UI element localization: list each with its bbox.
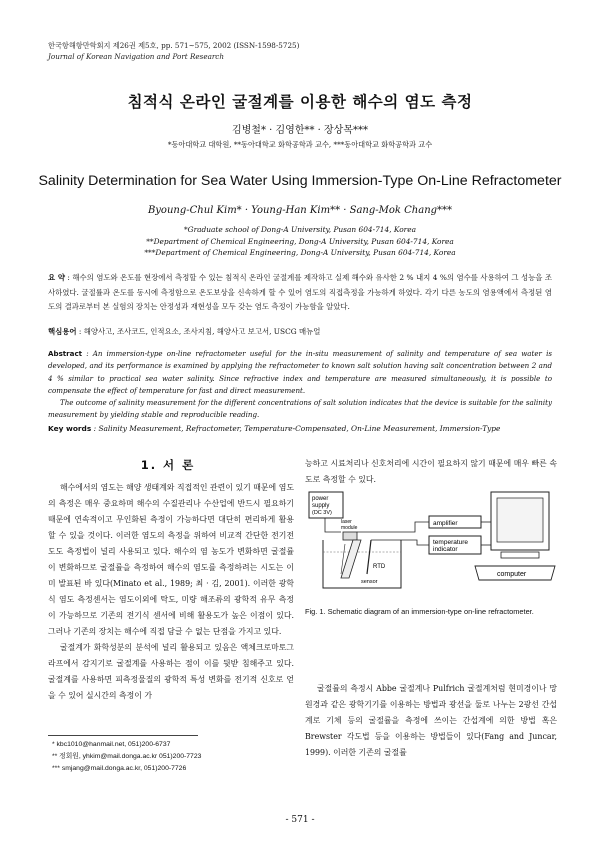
intro-paragraph-2: 굴절계가 화학성분의 분석에 널리 활용되고 있음은 액체크로마토그라프에서 감지기로 굴절계를 사용하는 점이 이를 뒷받 침해주고 있다. 굴절계를 사용하면 피측정물질의 광학적 특성 변화를 전기적 신호로 얻을 수 있어 실시간의 측정이 가 (48, 643, 294, 700)
rtd-rod (367, 540, 371, 574)
authors-english: Byoung-Chul Kim* · Young-Han Kim** · Sang-Mok Chang*** (147, 205, 453, 216)
footnote-3: *** smjang@mail.donga.ac.kr, 051)200-7726 (52, 765, 187, 772)
journal-en: Journal of Korean Navigation and Port Research (48, 52, 224, 61)
footnote-rule (48, 735, 198, 736)
footnote-1: * kbc1010@hanmail.net, 051)200-6737 (52, 741, 171, 748)
right-column-top (305, 456, 557, 488)
label-computer: computer (497, 571, 527, 578)
label-module: module (341, 525, 358, 531)
running-header (48, 40, 299, 62)
right-column-bottom (305, 681, 557, 761)
abstract-korean-label: 요 약 (48, 273, 65, 282)
keywords-korean (48, 326, 552, 338)
figure-1-schematic (305, 488, 557, 598)
left-column (48, 480, 294, 704)
affiliations-english (0, 224, 600, 259)
abstract-english (48, 348, 552, 422)
intro-paragraph-1: 해수에서의 염도는 해양 생태계와 직접적인 관련이 있기 때문에 염도의 측정은 매우 중요하며 해수의 수질관리나 수산업에 반드시 필요하기 때문에 연속적이고 무인화된 측정이 가능하다면 대단히 편리하게 활용할 수 있을 것이다. 이러한 염도의 측정을 위하여 비교적 간단한 전기전도도 측정법이 널리 사용되고 있다. 해수의 염 농도가 변화하면 굴절률이 변화하므로 굴절률을 측정하여 해수의 염도를 측정하려는 시도는 이미 발표된 바 있다(Minato et al., 1989; 최 · 김, 2001). 이러한 광학식 염도 측정센서는 염도이외에 탁도, 미량 해조류의 광학적 유무 측정이 가능하므로 기존의 전기식 센서에 비해 활용도가 높은 이점이 있다. 그러나 기존의 장치는 해수에 직접 담글 수 없는 단점을 가지고 있다. (48, 483, 294, 636)
right-column-paragraph: 굴절률의 측정시 Abbe 굴절계나 Pulfrich 굴절계처럼 현미경이나 망원경과 같은 광학기기를 이용하는 방법과 광선을 둘로 나누는 2광선 간섭계로 기체 등의 굴절률을 측정에 쓰이는 간섭계에 의한 방법 혹은 Brewster 각도법 등을 이용하는 방법들이 있다(Fang and Juncar, 1999). 이러한 기존의 굴절률 (305, 684, 557, 757)
computer-screen (497, 498, 543, 542)
label-power: power (312, 496, 329, 502)
affiliation-2: **Department of Chemical Engineering, Dong-A University, Pusan 604-714, Korea (146, 236, 454, 246)
wire-power-laser (325, 518, 341, 532)
abstract-korean (48, 271, 552, 315)
abstract-english-p1: : An immersion-type on-line refractometer useful for the in-situ measurement of salinity and temperature of sea water is developed, and its performance is examined by applying the refractometer to known salt solution having salt concentration between 2 and 4 % similar to practical sea water salinity. Since refractive index and temperature are measured simultaneously, it is possible to compensate the effect of temperature for fast and direct measurement. (48, 349, 552, 395)
label-temperature: temperature (433, 539, 469, 546)
authors-korean: 김병철* · 김영한** · 장상목*** (231, 125, 368, 136)
affiliation-3: ***Department of Chemical Engineering, Dong-A University, Pusan 604-714, Korea (144, 248, 456, 257)
label-indicator: indicator (433, 546, 458, 553)
label-supply: supply (312, 503, 330, 509)
abstract-korean-text: : 해수의 염도와 온도를 현장에서 측정할 수 있는 침적식 온라인 굴절계를 제작하고 실제 해수와 유사한 2 % 내지 4 %의 염수를 사용하여 그 성능을 조사하였다. 굴절률과 온도를 동시에 측정함으로 온도보상을 신속하게 할 수 있어 염도의 직접측정을 가능하게 하였다. 각기 다른 농도의 염용액에서 측정된 염도의 결과로부터 본 실험의 장치는 안정성과 재현성을 모두 갖는 염도 측정이 가능함을 알았다. (48, 273, 552, 311)
label-rtd: RTD (373, 564, 386, 570)
abstract-english-label: Abstract (48, 349, 83, 358)
keywords-korean-label: 핵심용어 (48, 327, 77, 336)
title-english: Salinity Determination for Sea Water Using Immersion-Type On-Line Refractometer (38, 173, 562, 189)
keywords-english-text: : Salinity Measurement, Refractometer, Temperature-Compensated, On-Line Measurement, Immersion-Type (93, 424, 501, 433)
label-sensor: sensor (361, 579, 378, 585)
laser-module-block (343, 532, 357, 540)
keywords-korean-text: : 해양사고, 조사코드, 인적요소, 조사지침, 해양사고 보고서, USCG 매뉴얼 (78, 327, 321, 336)
computer-stand (501, 552, 539, 558)
footnote-2: ** 정회원, yhkim@mail.donga.ac.kr 051)200-7723 (52, 753, 202, 760)
page-number: - 571 - (285, 815, 315, 825)
right-column-top-text: 능하고 시료처리나 신호처리에 시간이 필요하지 않기 때문에 매우 빠른 속도로 측정할 수 있다. (305, 459, 557, 484)
label-dc: (DC 3V) (312, 510, 332, 516)
keywords-english (48, 423, 552, 435)
immersion-probe (341, 540, 361, 578)
affiliation-1: *Graduate school of Dong-A University, Pusan 604-714, Korea (183, 225, 416, 234)
wire-rtd-indicator (371, 540, 429, 545)
section-heading-introduction: 1. 서 론 (140, 458, 196, 472)
wire-sensor-amplifier (357, 522, 429, 532)
footnotes (52, 739, 201, 775)
affiliations-korean: *동아대학교 대학원, **동아대학교 화학공학과 교수, ***동아대학교 화학공학과 교수 (167, 140, 433, 149)
figure-1-caption: Fig. 1. Schematic diagram of an immersion-type on-line refractometer. (305, 607, 534, 616)
journal-kr: 한국항해항만학회지 제26권 제5호, pp. 571~575, 2002 (ISSN-1598-5725) (48, 41, 300, 50)
label-amplifier: amplifier (433, 520, 458, 527)
title-korean: 침적식 온라인 굴절계를 이용한 해수의 염도 측정 (127, 92, 473, 111)
abstract-english-p2: The outcome of salinity measurement for the different concentrations of salt solution indicates that the device is suitable for the salinity measurement by yielding stable and reproducible reading. (48, 398, 552, 420)
keywords-english-label: Key words (48, 424, 92, 433)
label-laser: laser (341, 519, 352, 525)
schematic-diagram (305, 488, 557, 598)
